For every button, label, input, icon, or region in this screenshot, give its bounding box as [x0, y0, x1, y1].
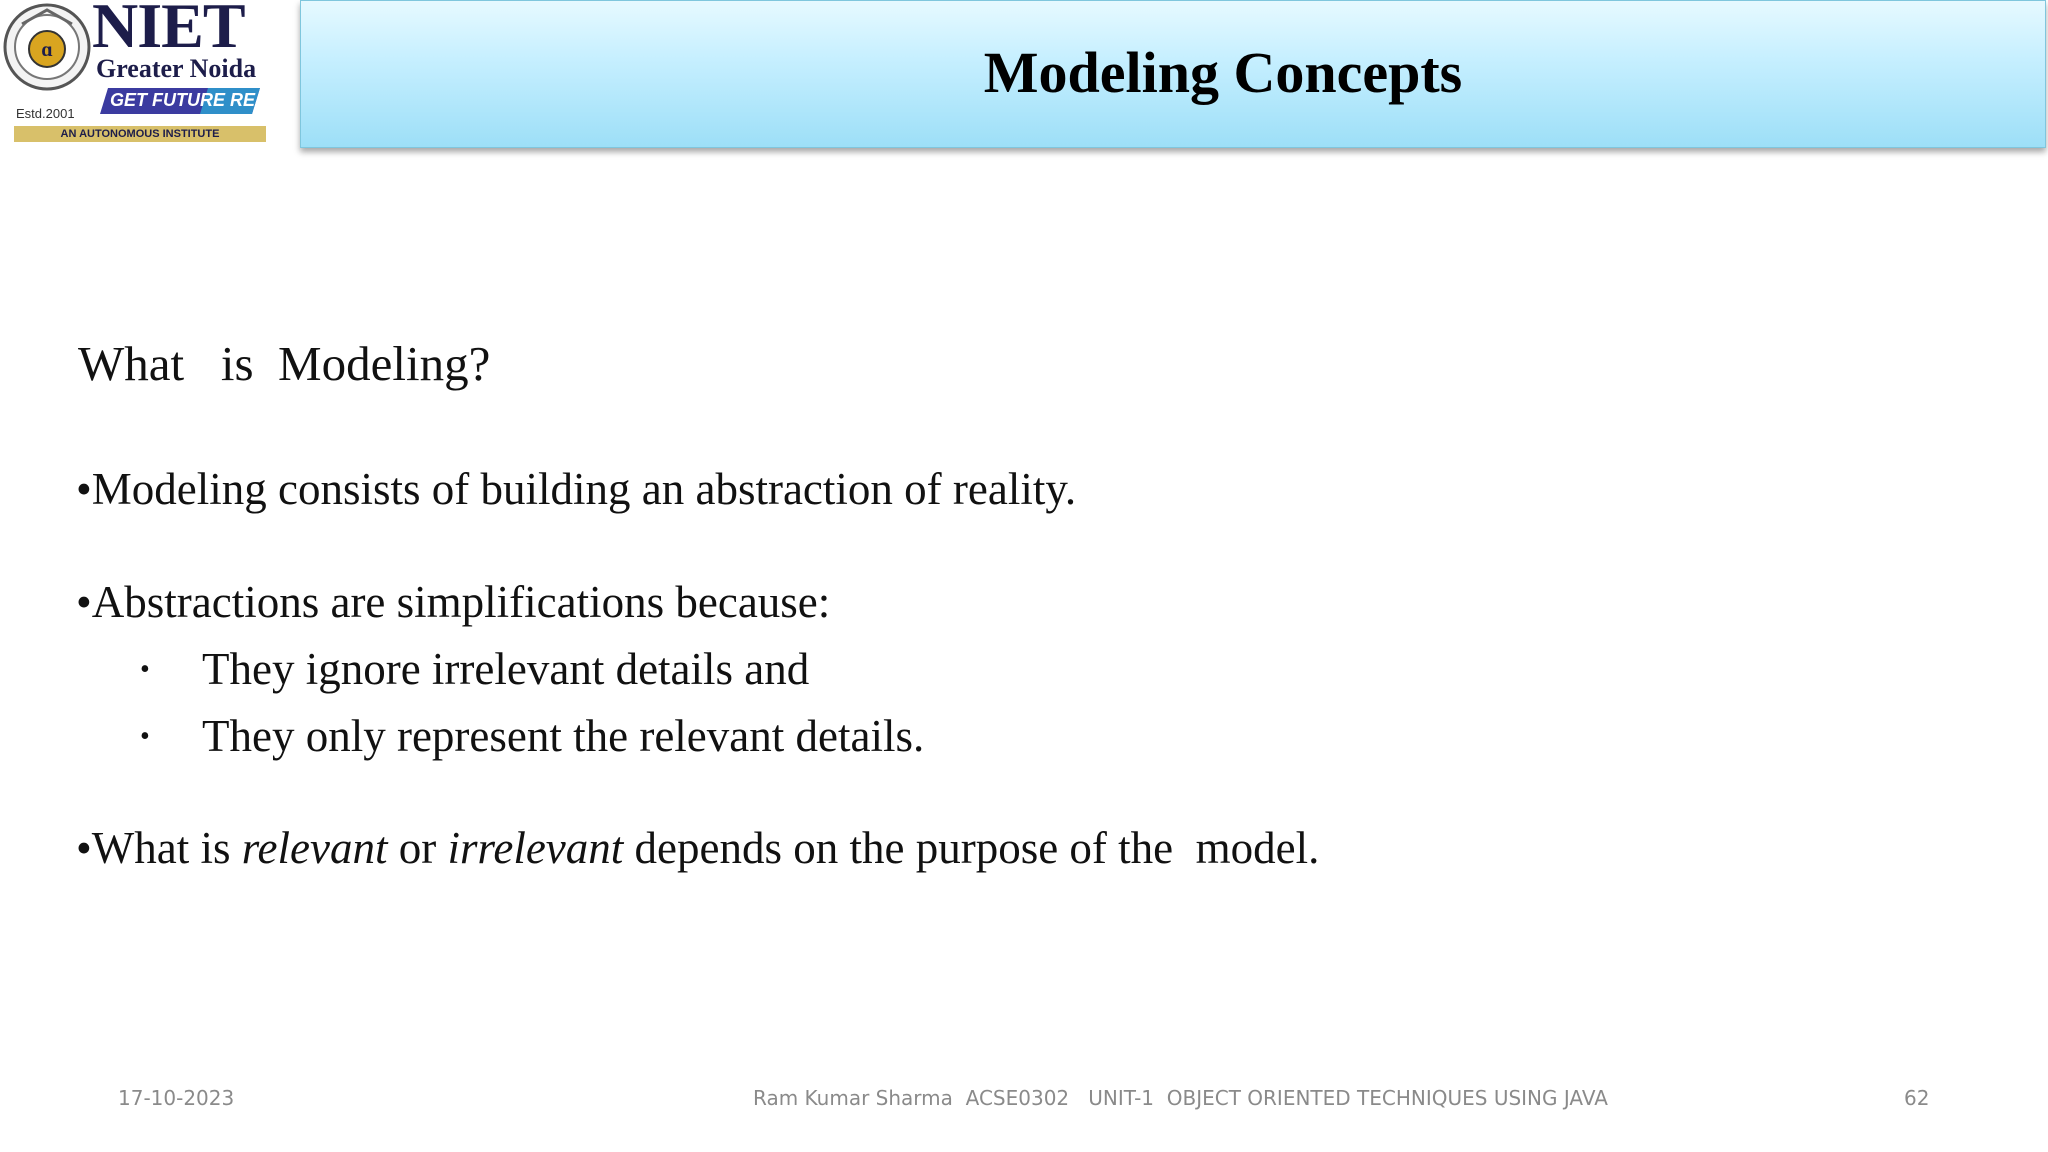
bullet-text-middle: or — [387, 823, 448, 873]
footer-course-info: Ram Kumar Sharma ACSE0302 UNIT-1 OBJECT ORIENTED TECHNIQUES USING JAVA — [753, 1086, 1608, 1110]
footer-date: 17-10-2023 — [118, 1086, 235, 1110]
svg-text:ɑ: ɑ — [41, 39, 53, 61]
niet-logo — [0, 0, 294, 148]
logo-tagline-banner — [100, 86, 294, 116]
logo-autonomous-band: AN AUTONOMOUS INSTITUTE — [14, 126, 266, 142]
sub-bullet-text: They only represent the relevant details. — [202, 711, 925, 761]
emphasis-relevant: relevant — [241, 823, 388, 873]
bullet-text-prefix: •What is — [76, 823, 242, 873]
niet-emblem-icon — [2, 2, 92, 92]
logo-wordmark: NIET — [92, 0, 245, 61]
sub-bullet-text: They ignore irrelevant details and — [202, 644, 810, 694]
sub-bullet-marker: • — [140, 653, 150, 685]
logo-city: Greater Noida — [96, 54, 257, 83]
bullet-modeling-definition: •Modeling consists of building an abstraction of reality. — [76, 464, 1077, 514]
emphasis-irrelevant: irrelevant — [447, 823, 624, 873]
logo-tagline: GET FUTURE READY — [110, 90, 294, 110]
bullet-text-suffix: depends on the purpose of the model. — [623, 823, 1320, 873]
sub-bullet-represent-relevant — [140, 708, 924, 769]
bullet-abstractions: •Abstractions are simplifications because: — [76, 577, 831, 627]
title-bar — [300, 0, 2046, 148]
logo-established: Estd.2001 — [16, 106, 75, 121]
footer-page-number: 62 — [1904, 1086, 1930, 1110]
bullet-relevance-purpose — [76, 820, 1319, 876]
section-heading: What is Modeling? — [78, 336, 491, 391]
sub-bullet-marker: • — [140, 720, 150, 752]
slide-title: Modeling Concepts — [983, 40, 1463, 105]
sub-bullet-ignore-irrelevant — [140, 641, 809, 702]
